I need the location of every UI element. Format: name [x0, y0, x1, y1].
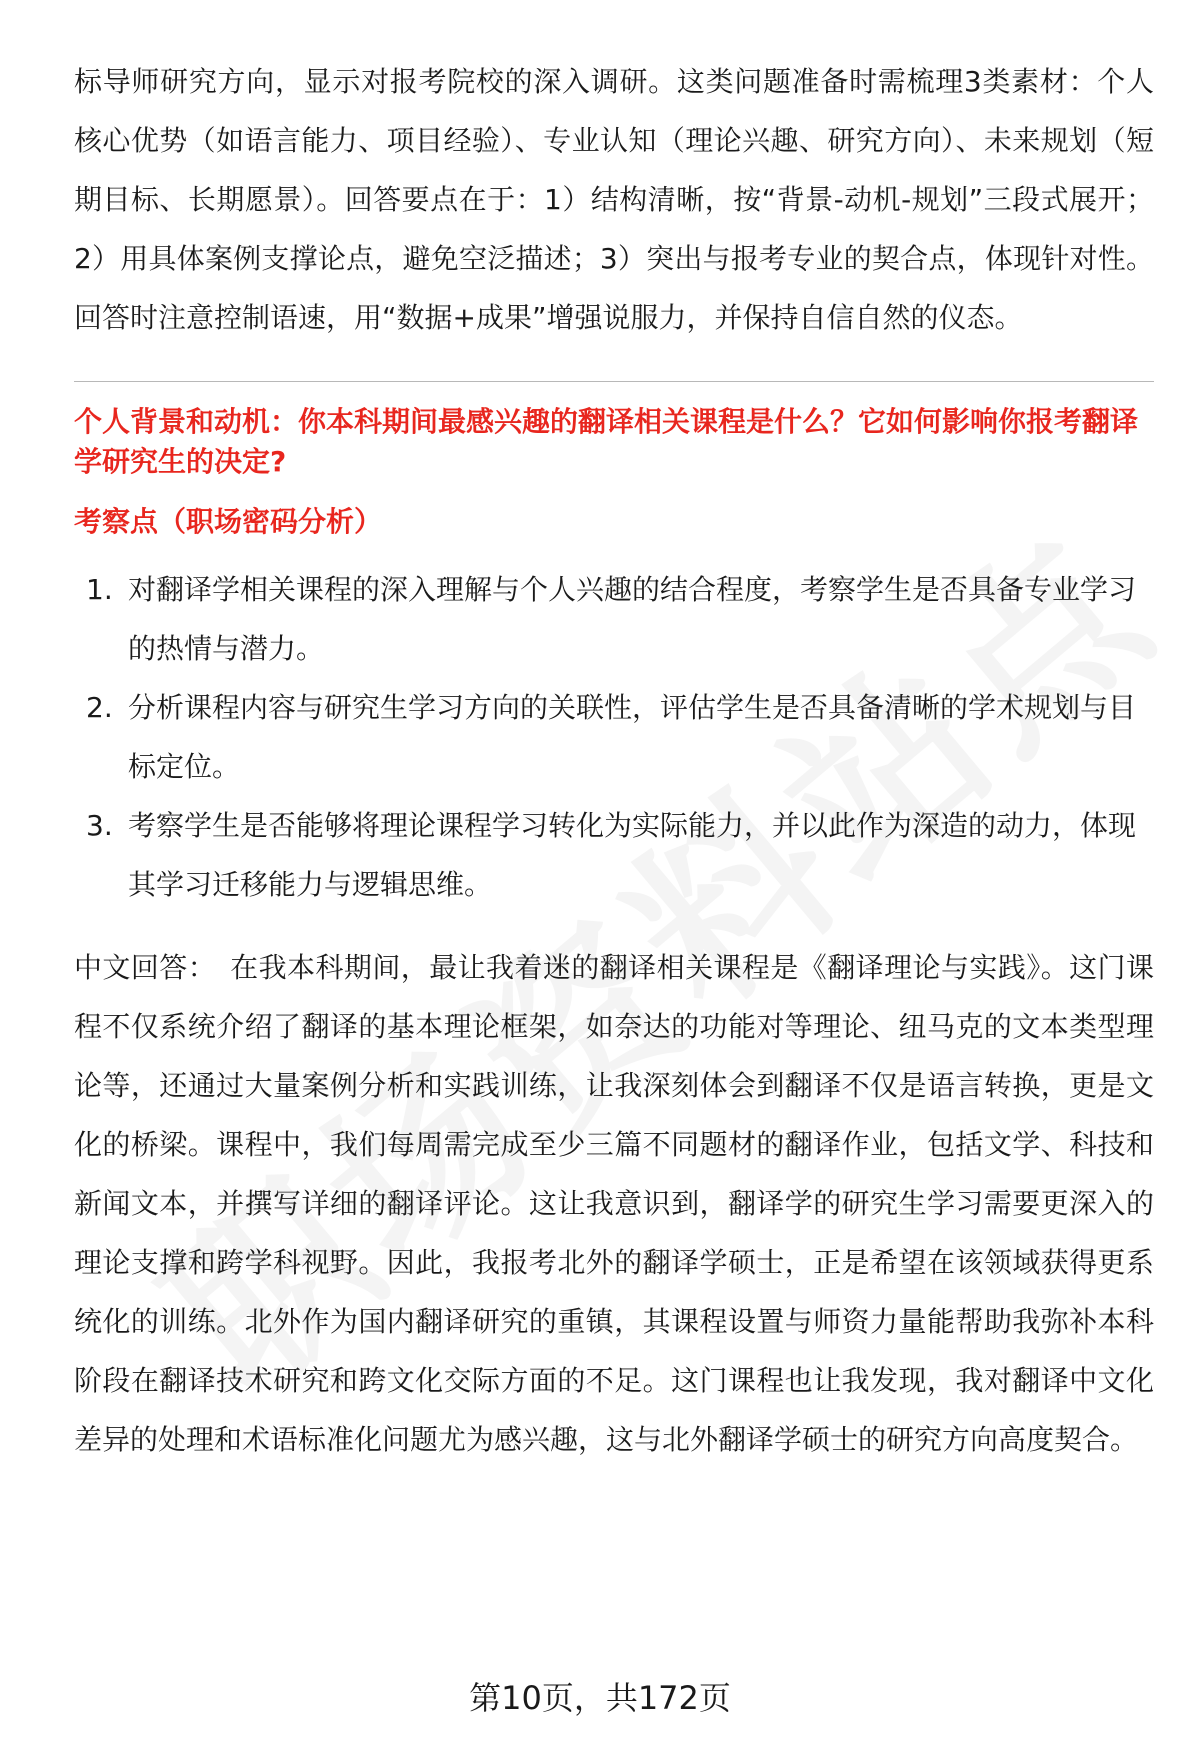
answer-label: 中文回答：: [74, 951, 217, 984]
list-item-number: 3.: [86, 809, 113, 842]
section-divider: [74, 381, 1154, 382]
document-page: [74, 52, 1154, 1469]
focus-title: 考察点（职场密码分析）: [74, 505, 383, 538]
list-item-text: 考察学生是否能够将理论课程学习转化为实际能力，并以此作为深造的动力，体现其学习迁移能力与逻辑思维。: [128, 809, 1137, 901]
list-item-number: 2.: [86, 691, 113, 724]
question-heading: 个人背景和动机：你本科期间最感兴趣的翻译相关课程是什么？它如何影响你报考翻译学研究生的决定?: [74, 405, 1139, 478]
page-number: 第10页，共172页: [469, 1679, 731, 1717]
list-item-text: 对翻译学相关课程的深入理解与个人兴趣的结合程度，考察学生是否具备专业学习的热情与潜力。: [128, 573, 1137, 665]
list-item-text: 分析课程内容与研究生学习方向的关联性，评估学生是否具备清晰的学术规划与目标定位。: [128, 691, 1137, 783]
answer-text: 在我本科期间，最让我着迷的翻译相关课程是《翻译理论与实践》。这门课程不仅系统介绍了翻译的基本理论框架，如奈达的功能对等理论、纽马克的文本类型理论等，还通过大量案例分析和实践训练，让我深刻体会到翻译不仅是语言转换，更是文化的桥梁。课程中，我们每周需完成至少三篇不同题材的翻译作业，包括文学、科技和新闻文本，并撰写详细的翻译评论。这让我意识到，翻译学的研究生学习需要更深入的理论支撑和跨学科视野。因此，我报考北外的翻译学硕士，正是希望在该领域获得更系统化的训练。北外作为国内翻译研究的重镇，其课程设置与师资力量能帮助我弥补本科阶段在翻译技术研究和跨文化交际方面的不足。这门课程也让我发现，我对翻译中文化差异的处理和术语标准化问题尤为感兴趣，这与北外翻译学硕士的研究方向高度契合。: [74, 951, 1154, 1456]
focus-list: [74, 560, 1154, 914]
list-item: [74, 796, 1154, 914]
answer-paragraph: [74, 938, 1154, 1469]
list-item: [74, 678, 1154, 796]
list-item: [74, 560, 1154, 678]
intro-paragraph: 标导师研究方向，显示对报考院校的深入调研。这类问题准备时需梳理3类素材：个人核心优势（如语言能力、项目经验）、专业认知（理论兴趣、研究方向）、未来规划（短期目标、长期愿景）。回答要点在于：1）结构清晰，按“背景-动机-规划”三段式展开；2）用具体案例支撑论点，避免空泛描述；3）突出与报考专业的契合点，体现针对性。回答时注意控制语速，用“数据+成果”增强说服力，并保持自信自然的仪态。: [74, 65, 1154, 334]
list-item-number: 1.: [86, 573, 113, 606]
